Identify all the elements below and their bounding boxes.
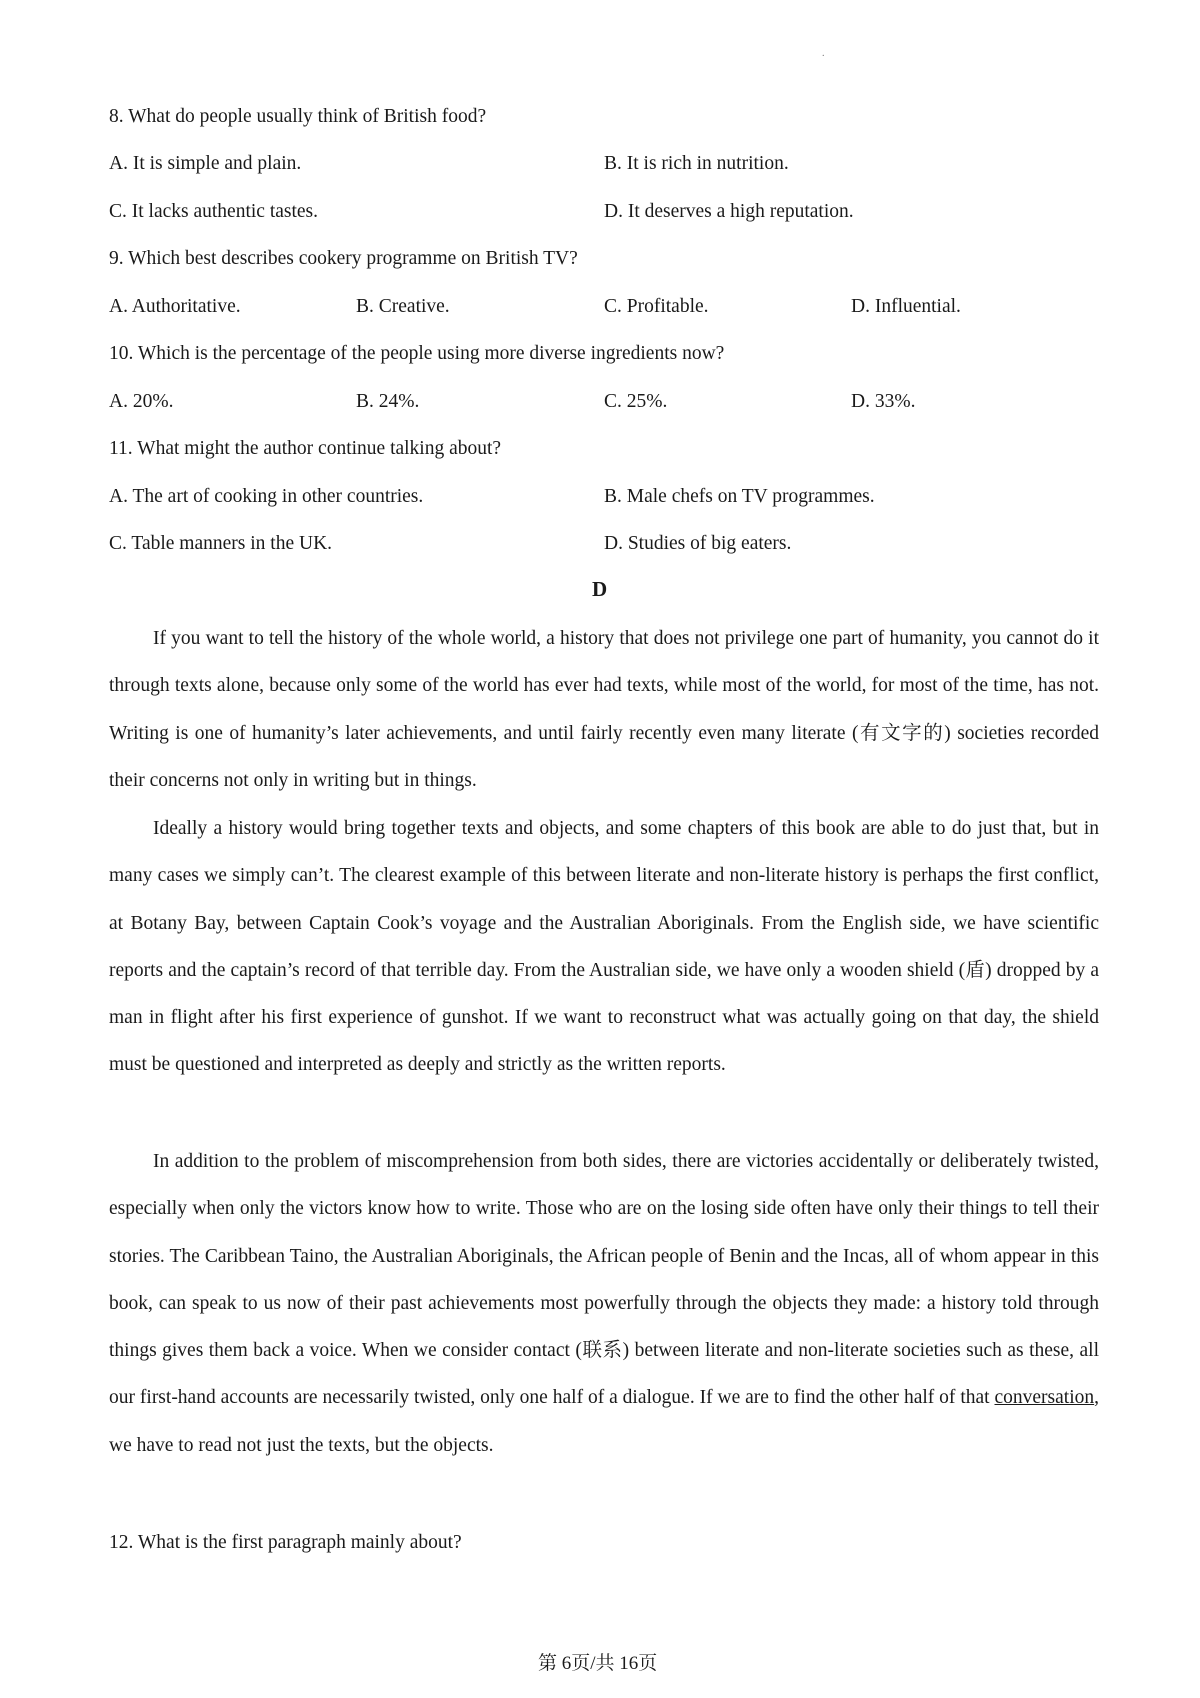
question-8-stem: 8. What do people usually think of British food? [109, 106, 487, 127]
passage-paragraph-1-text: If you want to tell the history of the whole world, a history that does not privilege one part of humanity, you cannot do it through texts alone, because only some of the world has ever had texts, while most of the world, for most of the time, has not. Writing is one of humanity’s later achievements, and until fairly recently even many literate (有文字的) societies recorded their concerns not only in writing but in things. [109, 628, 1099, 791]
question-10-option-b: B. 24%. [356, 391, 420, 412]
question-12-stem: 12. What is the first paragraph mainly about? [109, 1532, 462, 1553]
question-11-option-a: A. The art of cooking in other countries. [109, 486, 424, 507]
question-11-stem: 11. What might the author continue talking about? [109, 438, 502, 459]
question-9-stem: 9. Which best describes cookery programme on British TV? [109, 248, 578, 269]
passage-paragraph-3-part2: , we have to read not just the texts, but the objects. [109, 1387, 1100, 1456]
passage-paragraph-3-part1: In addition to the problem of miscomprehension from both sides, there are victories accidentally or deliberately twisted, especially when only the victors know how to write. Those who are on the losing side often have only their things to tell their stories. The Caribbean Taino, the Australian Aboriginals, the African people of Benin and the Incas, all of whom appear in this book, can speak to us now of their past achievements most powerfully through the objects they made: a history told through things gives them back a voice. When we consider contact (联系) between literate and non-literate societies such as these, all our first-hand accounts are necessarily twisted, only one half of a dialogue. If we are to find the other half of that [109, 1151, 1099, 1409]
question-9-option-d: D. Influential. [851, 296, 961, 317]
question-8-option-b: B. It is rich in nutrition. [604, 153, 789, 174]
passage-paragraph-1 [109, 615, 1099, 810]
question-8-option-d: D. It deserves a high reputation. [604, 201, 854, 222]
section-heading: D [592, 577, 608, 601]
underlined-word-conversation: conversation [994, 1387, 1095, 1409]
question-10-option-a: A. 20%. [109, 391, 174, 412]
header-mark: . [822, 48, 825, 59]
passage-paragraph-3 [109, 1138, 1099, 1528]
question-9-option-c: C. Profitable. [604, 296, 709, 317]
question-10-option-c: C. 25%. [604, 391, 668, 412]
passage-paragraph-2 [109, 805, 1099, 1095]
question-10-stem: 10. Which is the percentage of the people using more diverse ingredients now? [109, 343, 725, 364]
question-8-option-c: C. It lacks authentic tastes. [109, 201, 319, 222]
question-8-option-a: A. It is simple and plain. [109, 153, 302, 174]
question-11-option-c: C. Table manners in the UK. [109, 533, 333, 554]
page-footer: 第 6页/共 16页 [538, 1653, 658, 1674]
question-9-option-b: B. Creative. [356, 296, 450, 317]
question-9-option-a: A. Authoritative. [109, 296, 241, 317]
passage-paragraph-3-text [109, 1138, 1099, 1469]
question-10-option-d: D. 33%. [851, 391, 916, 412]
question-11-option-d: D. Studies of big eaters. [604, 533, 792, 554]
question-11-option-b: B. Male chefs on TV programmes. [604, 486, 875, 507]
passage-paragraph-2-text: Ideally a history would bring together texts and objects, and some chapters of this book are able to do just that, but in many cases we simply can’t. The clearest example of this between literate and non-literate history is perhaps the first conflict, at Botany Bay, between Captain Cook’s voyage and the Australian Aboriginals. From the English side, we have scientific reports and the captain’s record of that terrible day. From the Australian side, we have only a wooden shield (盾) dropped by a man in flight after his first experience of gunshot. If we want to reconstruct what was actually going on that day, the shield must be questioned and interpreted as deeply and strictly as the written reports. [109, 818, 1099, 1076]
